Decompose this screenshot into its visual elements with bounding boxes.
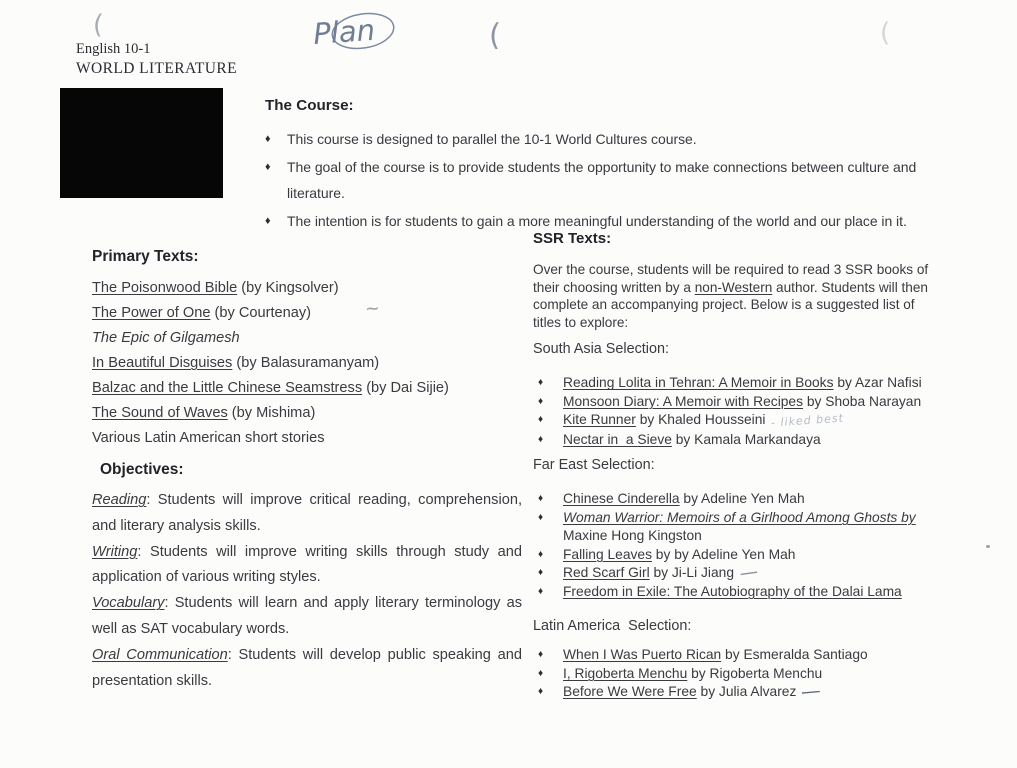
book-author: Maxine Hong Kingston bbox=[563, 528, 702, 544]
ssr-section bbox=[533, 230, 973, 702]
book-author: by Julia Alvarez bbox=[696, 684, 797, 700]
book-title: The Poisonwood Bible bbox=[92, 280, 238, 296]
diamond-bullet-icon: ♦ bbox=[538, 567, 544, 579]
book-title: Nectar in a Sieve bbox=[563, 431, 672, 447]
far-east-selection-label: Far East Selection: bbox=[533, 457, 655, 474]
book-author: (by Courtenay) bbox=[210, 305, 312, 321]
handwritten-liked-best-note: - liked best bbox=[771, 411, 845, 430]
pencil-tilde-mark: ~ bbox=[364, 295, 381, 322]
book-author: (by Mishima) bbox=[227, 405, 316, 421]
diamond-bullet-icon: ♦ bbox=[538, 667, 544, 679]
pencil-paren-mark: ( bbox=[880, 18, 891, 48]
ssr-book-item bbox=[533, 374, 973, 393]
primary-text-item bbox=[92, 426, 526, 451]
book-line bbox=[563, 393, 921, 412]
diamond-bullet-icon: ♦ bbox=[538, 377, 544, 389]
ssr-intro-underlined: non-Western bbox=[694, 279, 773, 295]
book-line bbox=[563, 683, 821, 702]
pencil-paren-mark: ( bbox=[488, 17, 502, 54]
diamond-bullet-icon: ♦ bbox=[265, 160, 271, 173]
book-line bbox=[563, 374, 922, 393]
primary-text-item bbox=[92, 401, 526, 426]
book-line bbox=[563, 546, 795, 565]
book-author: by Esmeralda Santiago bbox=[721, 647, 868, 663]
diamond-bullet-icon: ♦ bbox=[538, 649, 544, 661]
diamond-bullet-icon: ♦ bbox=[538, 493, 544, 505]
book-author: by Azar Nafisi bbox=[833, 375, 922, 391]
ssr-intro-paragraph bbox=[533, 261, 937, 331]
objective-text: : Students will develop public speaking and presentation skills. bbox=[92, 646, 522, 689]
course-bullet-item bbox=[265, 126, 965, 153]
course-section bbox=[265, 97, 965, 235]
plan-text: Plan bbox=[312, 12, 377, 51]
ssr-book-item bbox=[533, 564, 973, 583]
document-header bbox=[76, 40, 237, 78]
ssr-intro-text: Over the course, students will be required to read 3 SSR books of their choosing written by a bbox=[533, 262, 929, 295]
course-bullet-item bbox=[265, 154, 965, 207]
objectives-heading: Objectives: bbox=[100, 461, 184, 478]
redacted-logo-block bbox=[60, 88, 223, 198]
book-line bbox=[563, 583, 902, 602]
primary-text-item bbox=[92, 326, 526, 351]
book-line bbox=[563, 564, 759, 583]
book-line bbox=[563, 646, 868, 665]
ssr-book-item bbox=[533, 411, 973, 431]
objective-text: : Students will improve critical reading, comprehension, and literary analysis skills. bbox=[92, 492, 522, 534]
course-section-heading: The Course: bbox=[265, 97, 354, 114]
diamond-bullet-icon: ♦ bbox=[538, 585, 544, 597]
book-title: Red Scarf Girl bbox=[563, 565, 650, 581]
diamond-bullet-icon: ♦ bbox=[538, 548, 544, 560]
ssr-book-item bbox=[533, 646, 973, 665]
ssr-intro-text: author. Students will then complete an accompanying project. Below is a suggested list of titles to explore: bbox=[533, 279, 928, 330]
ssr-book-item bbox=[533, 509, 973, 546]
book-line bbox=[563, 665, 822, 684]
pencil-dash-mark: — bbox=[801, 683, 821, 701]
book-title: I, Rigoberta Menchu bbox=[563, 665, 688, 681]
book-line bbox=[563, 411, 844, 431]
book-author: (by Balasuramanyam) bbox=[232, 355, 380, 371]
left-column bbox=[92, 248, 526, 694]
objective-term: Writing bbox=[92, 543, 138, 560]
ssr-book-item bbox=[533, 583, 973, 602]
ssr-book-item bbox=[533, 431, 973, 450]
book-title: Monsoon Diary: A Memoir with Recipes bbox=[563, 393, 804, 409]
latin-america-selection-label: Latin America Selection: bbox=[533, 618, 692, 635]
book-title: Woman Warrior: Memoirs of a Girlhood Among Ghosts by bbox=[563, 509, 916, 525]
objective-term: Reading bbox=[92, 492, 147, 508]
book-title: Chinese Cinderella bbox=[563, 491, 680, 507]
book-line bbox=[563, 509, 916, 546]
book-author: by Kamala Markandaya bbox=[671, 431, 821, 447]
ssr-book-item bbox=[533, 393, 973, 412]
diamond-bullet-icon: ♦ bbox=[538, 395, 544, 407]
objective-paragraph bbox=[92, 488, 522, 540]
objective-text: : Students will improve writing skills through study and application of various writing styles. bbox=[92, 543, 522, 586]
book-title: In Beautiful Disguises bbox=[92, 355, 233, 371]
objective-text: : Students will learn and apply literary terminology as well as SAT vocabulary words. bbox=[92, 595, 522, 637]
ssr-book-item bbox=[533, 665, 973, 684]
book-line bbox=[563, 490, 805, 509]
objective-paragraph bbox=[92, 540, 522, 592]
diamond-bullet-icon: ♦ bbox=[538, 433, 544, 445]
pencil-dash-mark: — bbox=[739, 564, 759, 582]
book-author: (by Kingsolver) bbox=[237, 280, 339, 296]
book-author: by Rigoberta Menchu bbox=[687, 665, 823, 681]
book-title: The Power of One bbox=[92, 305, 211, 321]
primary-text-item bbox=[92, 376, 526, 401]
pencil-paren-mark: ( bbox=[91, 9, 105, 41]
ssr-book-item bbox=[533, 490, 973, 509]
scan-speck bbox=[986, 545, 990, 548]
diamond-bullet-icon: ♦ bbox=[265, 214, 271, 227]
ssr-heading: SSR Texts: bbox=[533, 230, 612, 247]
course-bullet-text: The goal of the course is to provide students the opportunity to make connections between culture and literature. bbox=[287, 158, 917, 201]
diamond-bullet-icon: ♦ bbox=[538, 511, 544, 523]
ssr-book-item bbox=[533, 683, 973, 702]
book-title: Falling Leaves bbox=[563, 546, 652, 562]
book-author: by by Adeline Yen Mah bbox=[651, 546, 796, 562]
book-author: (by Dai Sijie) bbox=[362, 380, 449, 396]
book-title: Freedom in Exile: The Autobiography of the Dalai Lama bbox=[563, 583, 902, 599]
objective-paragraph bbox=[92, 591, 522, 643]
course-bullet-text: This course is designed to parallel the 10-1 World Cultures course. bbox=[287, 131, 697, 147]
primary-text-item bbox=[92, 276, 526, 301]
objective-term: Vocabulary bbox=[92, 595, 165, 612]
primary-text-item bbox=[92, 301, 526, 326]
course-title: WORLD LITERATURE bbox=[76, 60, 237, 77]
primary-texts-heading: Primary Texts: bbox=[92, 248, 199, 265]
primary-text-item bbox=[92, 351, 526, 376]
book-author: by Khaled Housseini bbox=[635, 412, 766, 428]
handwritten-plan-annotation bbox=[306, 4, 402, 60]
diamond-bullet-icon: ♦ bbox=[538, 686, 544, 698]
book-author: by Shoba Narayan bbox=[803, 393, 922, 409]
book-title: Balzac and the Little Chinese Seamstress bbox=[92, 380, 363, 396]
diamond-bullet-icon: ♦ bbox=[265, 133, 271, 145]
book-title: The Sound of Waves bbox=[92, 405, 228, 421]
book-title: Reading Lolita in Tehran: A Memoir in Books bbox=[563, 375, 834, 391]
objective-paragraph bbox=[92, 643, 522, 695]
book-title: The Epic of Gilgamesh bbox=[92, 330, 240, 346]
book-title: When I Was Puerto Rican bbox=[563, 647, 722, 663]
diamond-bullet-icon: ♦ bbox=[538, 414, 544, 426]
book-line bbox=[563, 431, 821, 450]
south-asia-selection-label: South Asia Selection: bbox=[533, 341, 670, 358]
book-title: Before We Were Free bbox=[563, 684, 697, 700]
objective-term: Oral Communication bbox=[92, 646, 228, 663]
course-code: English 10-1 bbox=[76, 41, 151, 57]
book-author: by Ji-Li Jiang bbox=[649, 565, 734, 581]
book-title: Various Latin American short stories bbox=[92, 430, 325, 446]
book-title: Kite Runner bbox=[563, 412, 636, 428]
book-author: by Adeline Yen Mah bbox=[679, 491, 805, 507]
ssr-book-item bbox=[533, 546, 973, 565]
course-bullet-text: The intention is for students to gain a more meaningful understanding of the world and our place in it. bbox=[287, 212, 907, 229]
